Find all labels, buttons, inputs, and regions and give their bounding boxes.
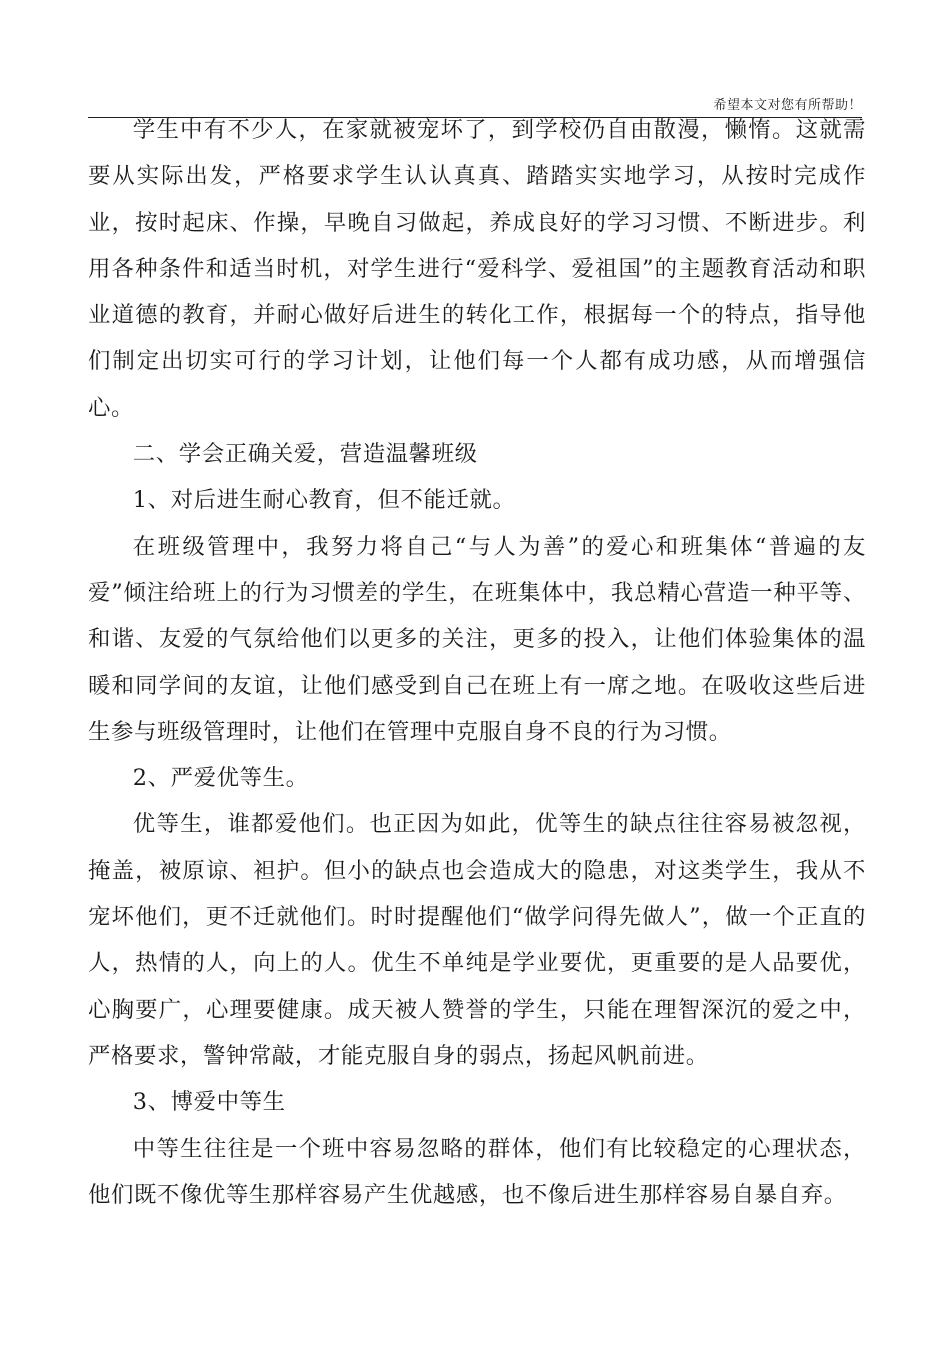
body-text [88, 107, 866, 1218]
section-heading: 二、学会正确关爱，营造温馨班级 [132, 441, 478, 468]
subsection-heading: 3、博爱中等生 [132, 1089, 286, 1116]
paragraph: 在班级管理中，我努力将自己“与人为善”的爱心和班集体“普遍的友爱”倾注给班上的行为习惯差的学生，在班集体中，我总精心营造一种平等、和谐、友爱的气氛给他们以更多的关注，更多的投入，让他们体验集体的温暖和同学间的友谊，让他们感受到自己在班上有一席之地。在吸收这些后进生参与班级管理时，让他们在管理中克服自身不良的行为习惯。 [88, 533, 866, 745]
paragraph: 中等生往往是一个班中容易忽略的群体，他们有比较稳定的心理状态，他们既不像优等生那样容易产生优越感，也不像后进生那样容易自暴自弃。 [88, 1135, 866, 1208]
subsection-heading: 2、严爱优等生。 [132, 765, 309, 792]
paragraph: 优等生，谁都爱他们。也正因为如此，优等生的缺点往往容易被忽视，掩盖，被原谅、袒护。但小的缺点也会造成大的隐患，对这类学生，我从不宠坏他们，更不迁就他们。时时提醒他们“做学问得先做人”，做一个正直的人，热情的人，向上的人。优生不单纯是学业要优，更重要的是人品要优，心胸要广，心理要健康。成天被人赞誉的学生，只能在理智深沉的爱之中，严格要求，警钟常敲，才能克服自身的弱点，扬起风帆前进。 [88, 811, 866, 1069]
header-note: 希望本文对您有所帮助！ [713, 98, 862, 113]
paragraph: 学生中有不少人，在家就被宠坏了，到学校仍自由散漫，懒惰。这就需要从实际出发，严格要求学生认认真真、踏踏实实地学习，从按时完成作业，按时起床、作操，早晚自习做起，养成良好的学习习惯、不断进步。利用各种条件和适当时机，对学生进行“爱科学、爱祖国”的主题教育活动和职业道德的教育，并耐心做好后进生的转化工作，根据每一个的特点，指导他们制定出切实可行的学习计划，让他们每一个人都有成功感，从而增强信心。 [88, 117, 866, 421]
subsection-heading: 1、对后进生耐心教育，但不能迁就。 [132, 487, 516, 514]
